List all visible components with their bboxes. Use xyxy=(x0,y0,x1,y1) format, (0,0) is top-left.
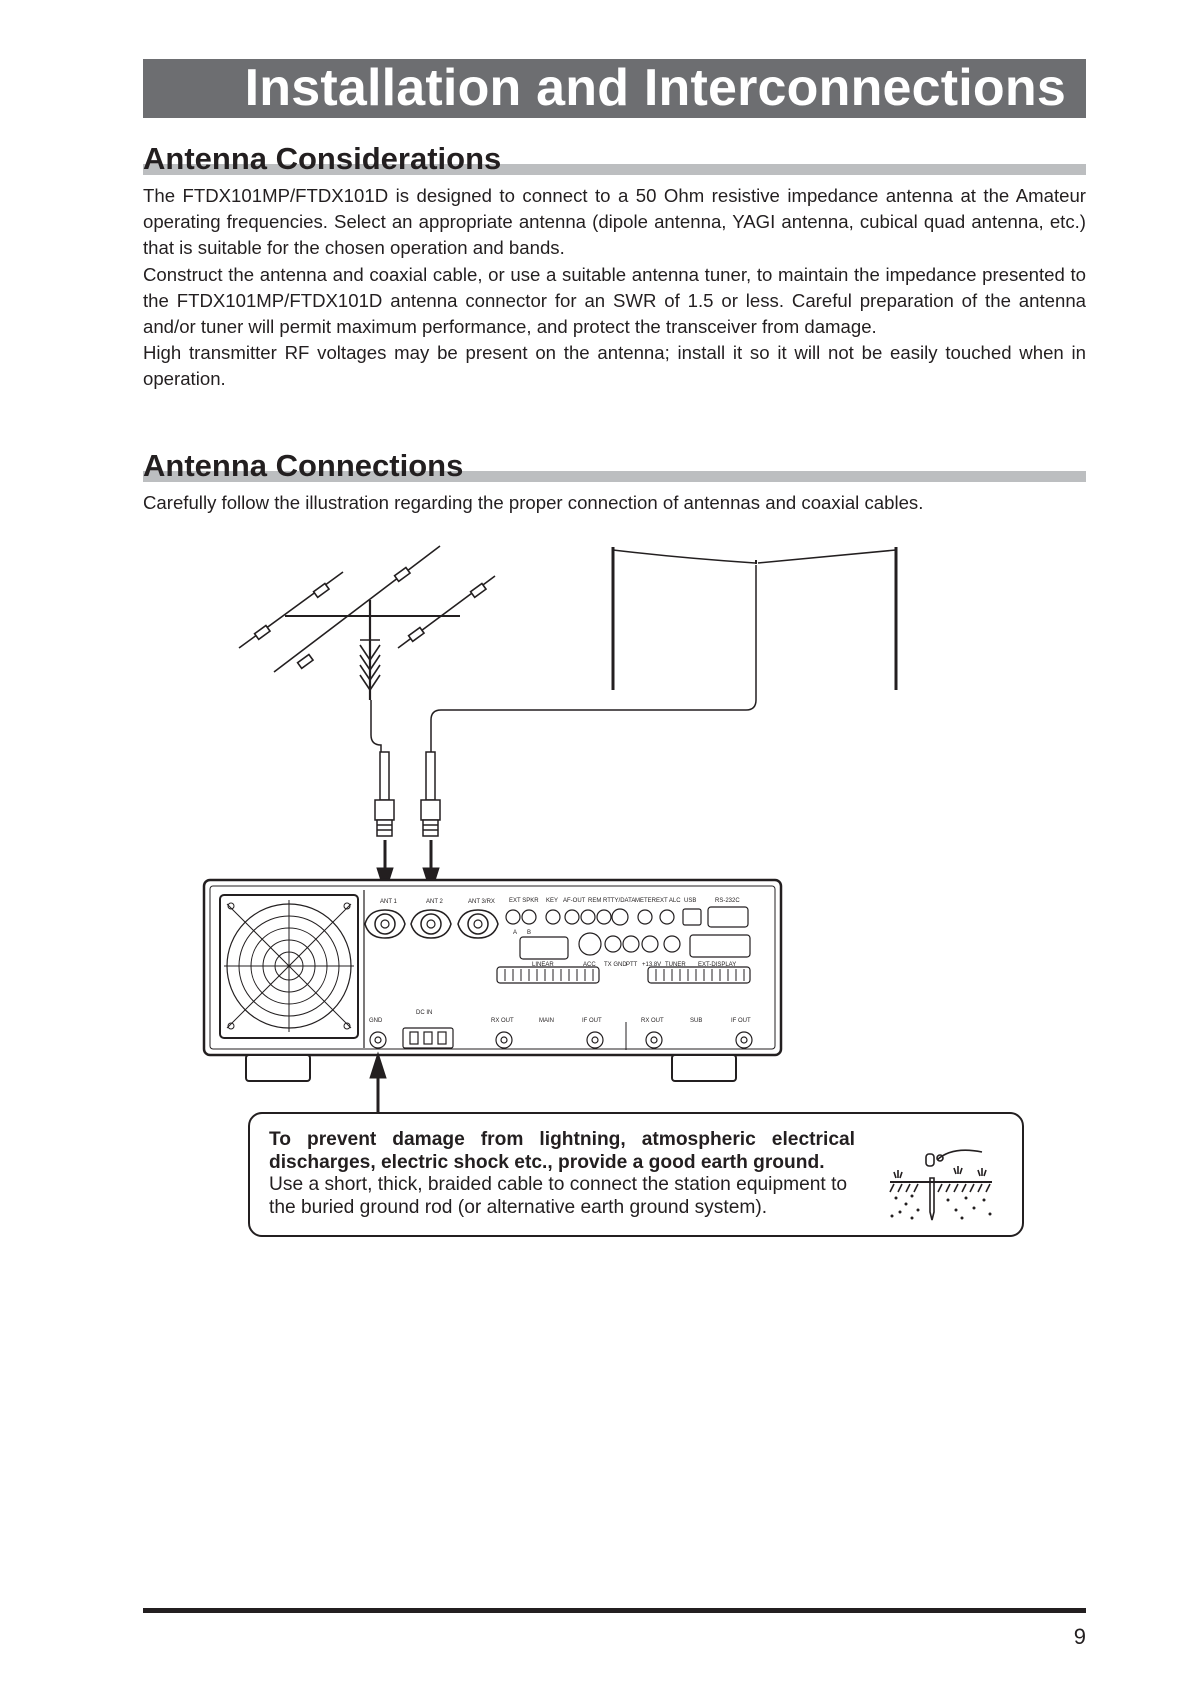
dipole-antenna-icon xyxy=(431,547,896,755)
label-ant2: ANT 2 xyxy=(426,899,443,905)
label-meter: METER xyxy=(635,898,656,904)
label-spkr-a: A xyxy=(513,930,518,936)
label-spkr-b: B xyxy=(527,930,532,936)
label-ext-alc: EXT ALC xyxy=(656,898,681,904)
heading-text: Antenna Connections xyxy=(143,448,464,483)
label-acc: ACC xyxy=(583,962,596,968)
label-sub: SUB xyxy=(690,1018,703,1024)
label-if-out-main: IF OUT xyxy=(582,1018,602,1024)
warning-normal-text: Use a short, thick, braided cable to connect the station equipment to the buried ground rod (or alternative earth ground system). xyxy=(269,1174,848,1218)
ant2-connector xyxy=(411,910,451,938)
warning-bold-text: To prevent damage from lightning, atmospheric electrical discharges, electric shock etc., provide a good earth ground. xyxy=(269,1129,855,1173)
paragraph: Construct the antenna and coaxial cable, or use a suitable antenna tuner, to maintain the impedance presented to the FTDX101MP/FTDX101D antenna connector for an SWR of 1.5 or less. Careful preparation of the antenna and/or tuner will permit maximum performance, and protect the transceiver from damage. xyxy=(143,263,1086,338)
label-ant3: ANT 3/RX xyxy=(468,899,495,905)
paragraph: Carefully follow the illustration regarding the proper connection of antennas and coaxial cables. xyxy=(143,492,924,513)
warning-text xyxy=(269,1129,855,1219)
label-rtty-data: RTTY/DATA xyxy=(603,898,636,904)
label-tuner: TUNER xyxy=(665,962,686,968)
ant1-connector xyxy=(365,910,405,938)
heading-text: Antenna Considerations xyxy=(143,141,502,176)
label-ext-spkr: EXT SPKR xyxy=(509,898,539,904)
paragraph: High transmitter RF voltages may be present on the antenna; install it so it will not be easily touched when in operation. xyxy=(143,342,1086,390)
grounding-warning-box xyxy=(248,1112,1024,1237)
label-if-out-sub: IF OUT xyxy=(731,1018,751,1024)
paragraph: The FTDX101MP/FTDX101D is designed to connect to a 50 Ohm resistive impedance antenna at the Amateur operating frequencies. Select an appropriate antenna (dipole antenna, YAGI antenna, cubical quad antenna, etc.) that is suitable for the chosen operation and bands. xyxy=(143,185,1086,259)
transceiver-rear-panel xyxy=(204,880,781,1081)
cooling-fan-icon xyxy=(220,895,358,1038)
page-title: Installation and Interconnections xyxy=(244,59,1066,117)
label-13-8v: +13.8V xyxy=(642,962,662,968)
label-rx-out-sub: RX OUT xyxy=(641,1018,664,1024)
label-gnd: GND xyxy=(369,1018,383,1024)
ant3-connector xyxy=(458,910,498,938)
label-linear: LINEAR xyxy=(532,962,554,968)
page-number: 9 xyxy=(1073,1624,1086,1649)
label-ext-display: EXT-DISPLAY xyxy=(698,962,737,968)
yagi-antenna-icon xyxy=(239,546,495,700)
yagi-coax-cable xyxy=(371,700,381,755)
label-rx-out-main: RX OUT xyxy=(491,1018,514,1024)
label-usb: USB xyxy=(684,898,697,904)
label-key: KEY xyxy=(546,898,559,904)
label-tx-gnd: TX GND xyxy=(604,962,627,968)
label-rs232c: RS-232C xyxy=(715,898,740,904)
coax-connector-1 xyxy=(375,752,394,836)
label-ant1: ANT 1 xyxy=(380,899,397,905)
label-dc-in: DC IN xyxy=(416,1010,433,1016)
coax-connector-2 xyxy=(421,752,440,836)
label-af-out: AF-OUT xyxy=(563,898,586,904)
ground-rod-icon xyxy=(882,1132,1002,1222)
arrow-to-gnd-icon xyxy=(370,1053,386,1112)
label-main: MAIN xyxy=(539,1018,554,1024)
label-ptt: PTT xyxy=(626,962,638,968)
label-rem: REM xyxy=(588,898,602,904)
footer-rule xyxy=(143,1608,1086,1613)
